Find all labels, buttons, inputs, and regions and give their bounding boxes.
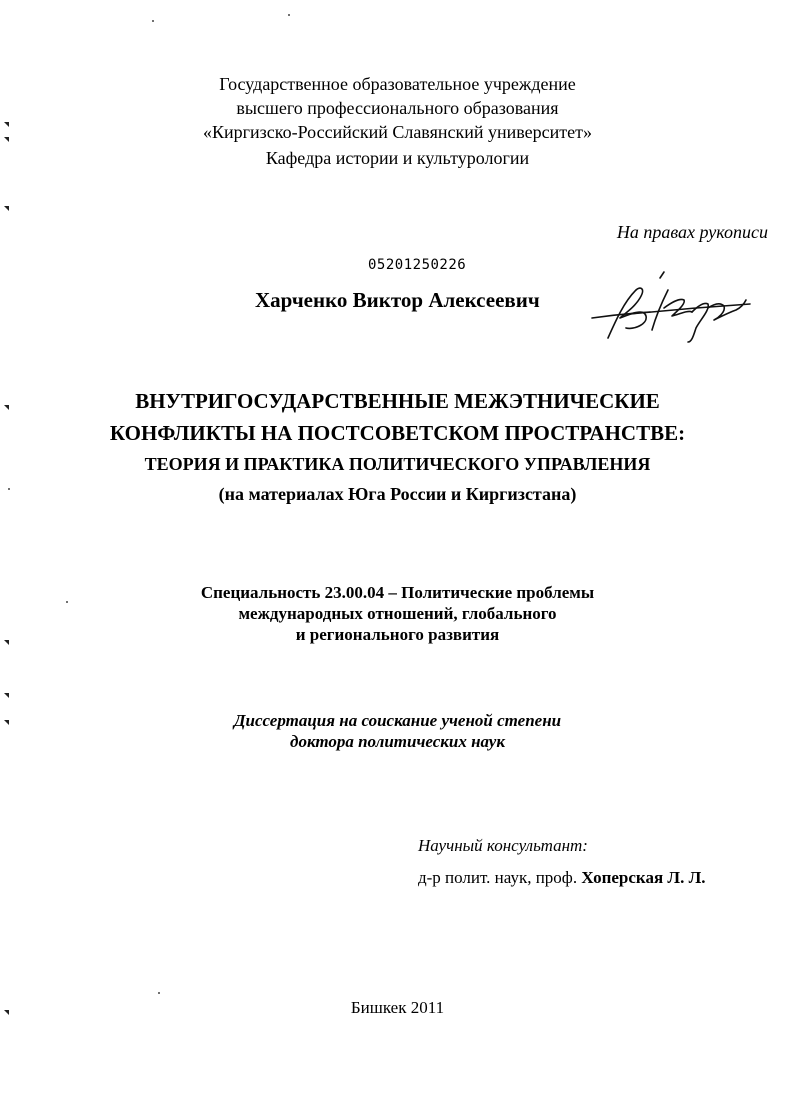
consultant-name: Хоперская Л. Л. — [581, 868, 706, 887]
scan-dot — [152, 20, 154, 22]
institution-line: «Киргизско-Российский Славянский университет» — [203, 122, 592, 142]
degree — [0, 710, 795, 752]
specialty-line: международных отношений, глобального — [238, 604, 557, 623]
degree-line: доктора политических наук — [290, 732, 505, 751]
scan-dot — [288, 14, 290, 16]
title-line: (на материалах Юга России и Киргизстана) — [218, 484, 577, 504]
specialty — [0, 582, 795, 645]
author-name: Харченко Виктор Алексеевич — [255, 288, 540, 312]
title-line: ТЕОРИЯ И ПРАКТИКА ПОЛИТИЧЕСКОГО УПРАВЛЕНИЯ — [144, 454, 651, 474]
city-year: Бишкек 2011 — [350, 998, 445, 1017]
institution-header — [0, 72, 795, 144]
signature-image — [590, 268, 760, 348]
title-line: КОНФЛИКТЫ НА ПОСТСОВЕТСКОМ ПРОСТРАНСТВЕ: — [109, 421, 686, 445]
institution-line: высшего профессионального образования — [236, 98, 559, 118]
document-code: 05201250226 — [368, 257, 467, 273]
department: Кафедра истории и культурологии — [265, 148, 530, 168]
scan-dot — [158, 992, 160, 994]
scan-mark — [4, 206, 9, 211]
title-line: ВНУТРИГОСУДАРСТВЕННЫЕ МЕЖЭТНИЧЕСКИЕ — [135, 389, 660, 413]
manuscript-note: На правах рукописи — [616, 222, 768, 242]
dissertation-title — [0, 385, 795, 509]
institution-line: Государственное образовательное учреждение — [219, 74, 576, 94]
specialty-line: и регионального развития — [295, 625, 500, 644]
consultant-info — [418, 868, 706, 888]
scan-mark — [4, 693, 9, 698]
consultant-credentials: д-р полит. наук, проф. — [418, 868, 582, 887]
consultant-label: Научный консультант: — [418, 836, 588, 855]
degree-line: Диссертация на соискание ученой степени — [233, 711, 562, 730]
specialty-line: Специальность 23.00.04 – Политические проблемы — [200, 583, 595, 602]
